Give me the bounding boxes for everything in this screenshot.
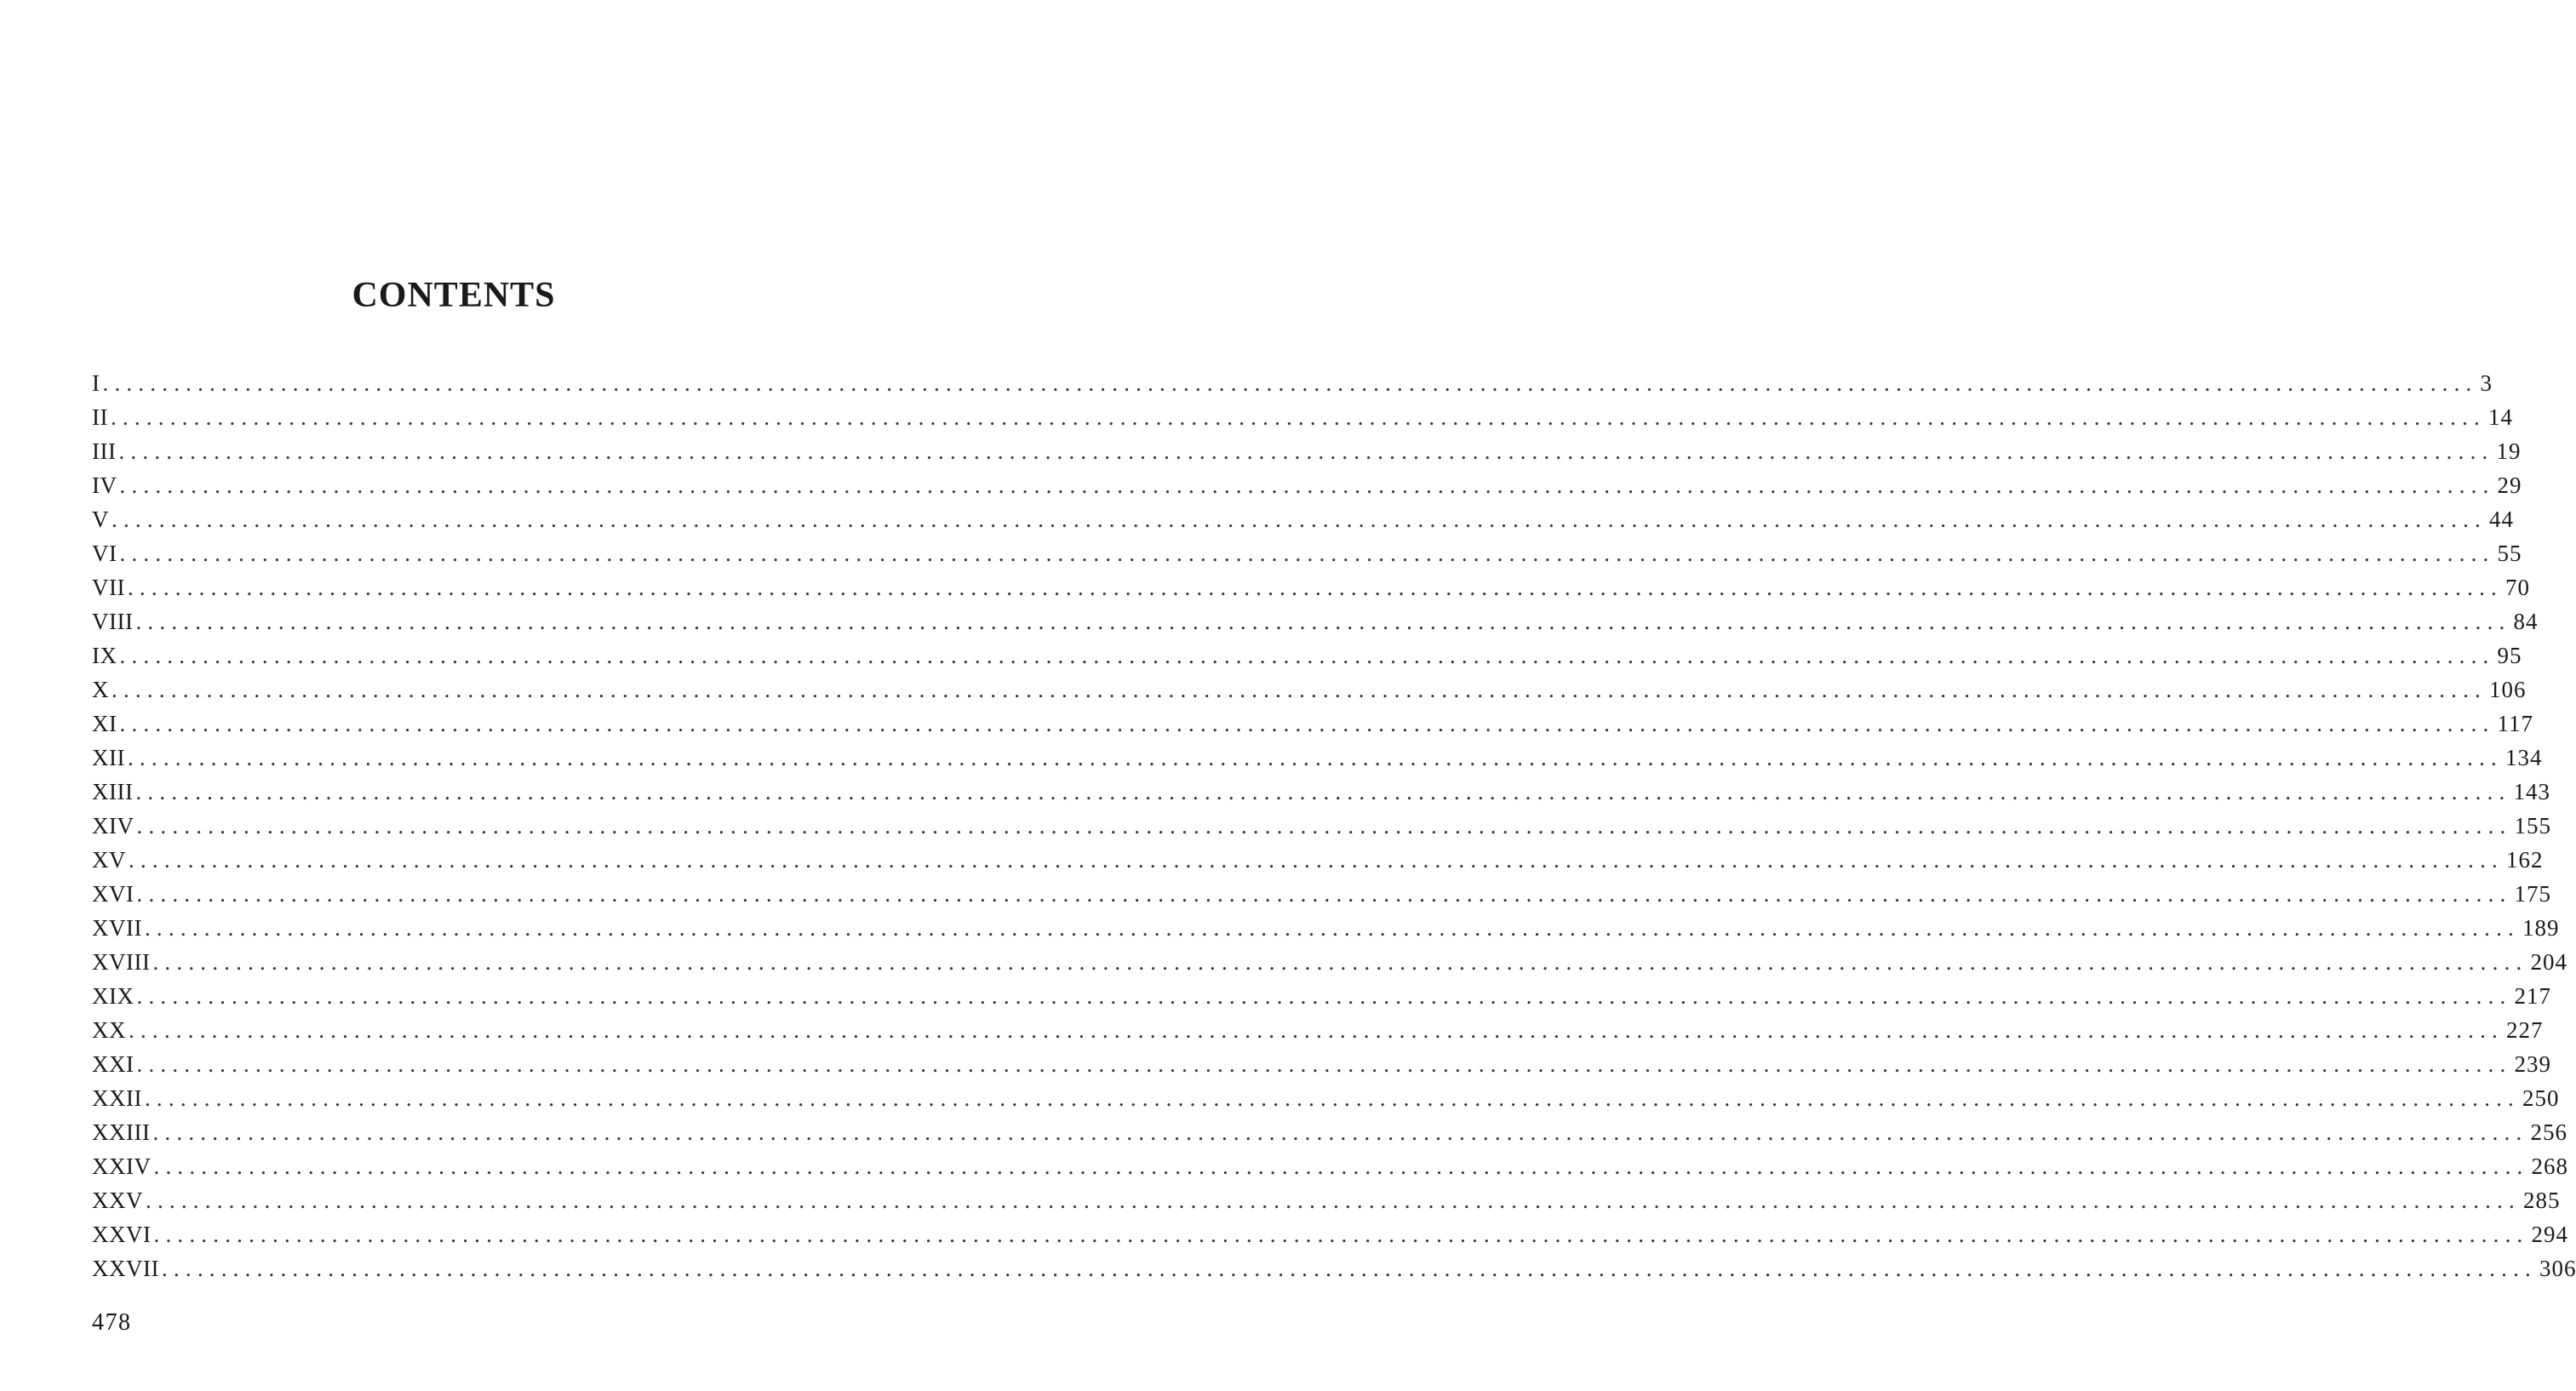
chapter-number: XXIV [92,1153,152,1179]
dot-leader: ........................................................................................................................................................................................................ [135,609,2511,634]
toc-entry[interactable] [92,434,2522,468]
toc-entry[interactable] [92,911,2560,945]
dot-leader: ........................................................................................................................................................................................................ [153,1222,2529,1247]
dot-leader: ........................................................................................................................................................................................................ [119,541,2495,566]
toc-entry[interactable] [92,673,2527,707]
chapter-page-number: 3 [2480,370,2493,396]
chapter-page-number: 155 [2514,813,2551,839]
chapter-number: V [92,507,109,532]
dot-leader: ........................................................................................................................................................................................................ [129,847,2504,873]
chapter-number: III [92,438,117,464]
toc-entry[interactable] [92,1183,2561,1217]
chapter-page-number: 306 [2539,1256,2576,1281]
chapter-page-number: 239 [2514,1051,2551,1077]
chapter-number: XI [92,711,117,736]
dot-leader: ........................................................................................................................................................................................................ [119,472,2495,498]
dot-leader: ........................................................................................................................................................................................................ [153,1153,2529,1179]
chapter-page-number: 204 [2530,949,2567,975]
page-number: 478 [92,1309,132,1336]
chapter-page-number: 268 [2531,1153,2568,1179]
chapter-number: XIV [92,813,135,839]
chapter-page-number: 84 [2513,609,2539,634]
chapter-page-number: 227 [2506,1017,2544,1043]
toc-entry[interactable] [92,468,2522,502]
chapter-page-number: 143 [2513,779,2550,804]
dot-leader: ........................................................................................................................................................................................................ [110,404,2486,430]
chapter-number: XVIII [92,949,151,975]
chapter-number: XXVII [92,1256,159,1281]
chapter-number: XXIII [92,1119,151,1145]
chapter-number: XXV [92,1188,143,1213]
toc-entry[interactable] [92,604,2539,638]
dot-leader: ........................................................................................................................................................................................................ [118,438,2494,464]
chapter-page-number: 117 [2497,711,2533,736]
chapter-number: VII [92,575,125,600]
toc-entry[interactable] [92,1081,2560,1115]
chapter-page-number: 217 [2514,983,2551,1009]
toc-entry[interactable] [92,741,2543,775]
dot-leader: ........................................................................................................................................................................................................ [112,677,2487,702]
toc-entry[interactable] [92,707,2533,741]
toc-entry[interactable] [92,1149,2568,1183]
chapter-number: XVII [92,915,142,941]
chapter-page-number: 250 [2522,1085,2560,1111]
toc-entry[interactable] [92,809,2551,843]
toc-entry[interactable] [92,1251,2576,1285]
chapter-page-number: 14 [2487,404,2513,430]
chapter-page-number: 95 [2497,643,2522,668]
chapter-number: XXII [92,1085,142,1111]
dot-leader: ........................................................................................................................................................................................................ [112,507,2487,532]
page-title: CONTENTS [352,276,556,315]
dot-leader: ........................................................................................................................................................................................................ [127,745,2503,770]
chapter-page-number: 134 [2504,745,2543,770]
dot-leader: ........................................................................................................................................................................................................ [144,915,2520,941]
chapter-number: I [92,370,100,396]
chapter-number: XII [92,745,125,770]
chapter-page-number: 189 [2522,915,2560,941]
dot-leader: ........................................................................................................................................................................................................ [136,881,2512,907]
toc-entry[interactable] [92,1047,2551,1081]
chapter-number: XIX [92,983,135,1009]
chapter-number: II [92,404,108,430]
toc-entry[interactable] [92,775,2550,809]
dot-leader: ........................................................................................................................................................................................................ [102,370,2478,396]
dot-leader: ........................................................................................................................................................................................................ [161,1256,2537,1281]
toc-entry[interactable] [92,400,2513,434]
dot-leader: ........................................................................................................................................................................................................ [136,813,2512,839]
chapter-number: VI [92,541,117,566]
chapter-number: XXI [92,1051,135,1077]
chapter-number: XVI [92,881,135,907]
toc-entry[interactable] [92,945,2567,979]
chapter-page-number: 285 [2523,1188,2561,1213]
toc-entry[interactable] [92,570,2530,604]
chapter-page-number: 29 [2497,472,2522,498]
chapter-number: XX [92,1017,126,1043]
dot-leader: ........................................................................................................................................................................................................ [136,983,2512,1009]
toc-entry[interactable] [92,366,2493,400]
dot-leader: ........................................................................................................................................................................................................ [136,1051,2512,1077]
toc-entry[interactable] [92,536,2522,570]
chapter-page-number: 162 [2506,847,2544,873]
chapter-number: IX [92,643,117,668]
toc-entry[interactable] [92,1013,2544,1047]
dot-leader: ........................................................................................................................................................................................................ [144,1085,2520,1111]
toc-entry[interactable] [92,979,2551,1013]
chapter-number: IV [92,472,117,498]
chapter-page-number: 294 [2531,1222,2568,1247]
toc-entry[interactable] [92,877,2551,911]
toc-entry[interactable] [92,1217,2568,1251]
dot-leader: ........................................................................................................................................................................................................ [127,575,2503,600]
chapter-number: VIII [92,609,134,634]
chapter-number: XXVI [92,1222,152,1247]
toc-entry[interactable] [92,1115,2567,1149]
dot-leader: ........................................................................................................................................................................................................ [152,949,2528,975]
chapter-page-number: 19 [2496,438,2522,464]
dot-leader: ........................................................................................................................................................................................................ [119,711,2495,736]
chapter-page-number: 55 [2497,541,2522,566]
dot-leader: ........................................................................................................................................................................................................ [129,1017,2504,1043]
toc-entry[interactable] [92,638,2522,673]
toc-entry[interactable] [92,843,2544,877]
chapter-page-number: 175 [2514,881,2551,907]
dot-leader: ........................................................................................................................................................................................................ [146,1188,2521,1213]
chapter-page-number: 44 [2489,507,2514,532]
table-of-contents [92,366,2576,1285]
dot-leader: ........................................................................................................................................................................................................ [119,643,2495,668]
dot-leader: ........................................................................................................................................................................................................ [135,779,2511,804]
chapter-page-number: 256 [2530,1119,2567,1145]
chapter-page-number: 106 [2489,677,2527,702]
chapter-page-number: 70 [2504,575,2530,600]
toc-entry[interactable] [92,502,2514,536]
chapter-number: X [92,677,109,702]
dot-leader: ........................................................................................................................................................................................................ [152,1119,2528,1145]
chapter-number: XIII [92,779,134,804]
chapter-number: XV [92,847,126,873]
